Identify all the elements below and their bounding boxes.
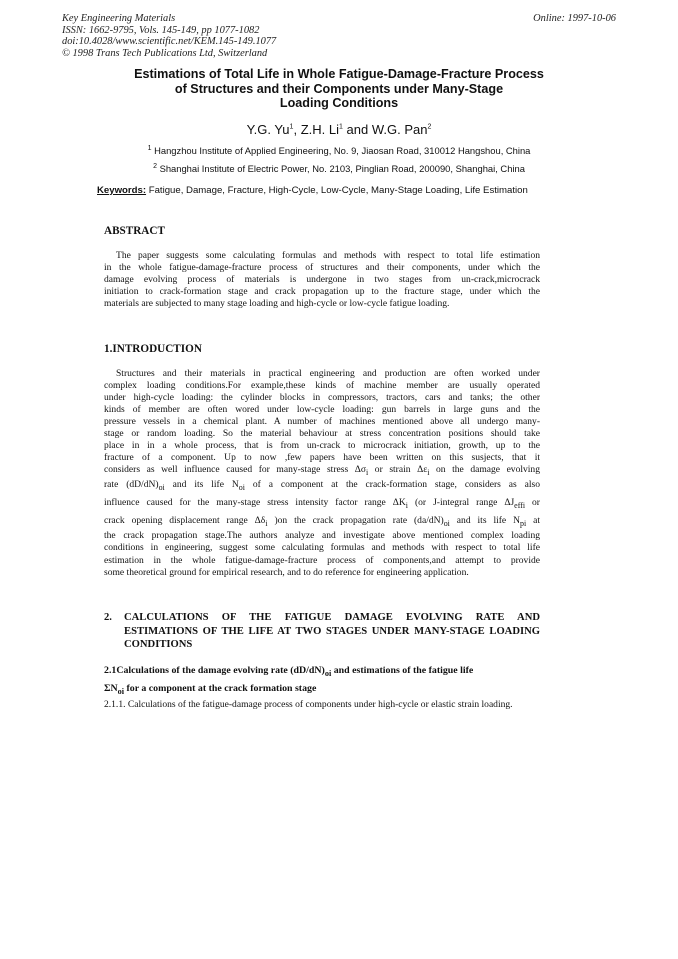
abstract-heading: ABSTRACT	[104, 225, 165, 237]
text-line: Structures and their materials in practical engineering and production are often worked under	[116, 368, 540, 379]
text-line: The paper suggests some calculating formulas and methods with respect to total life estimation	[116, 250, 540, 261]
text-run: at	[526, 515, 540, 527]
journal-header	[62, 13, 276, 59]
text-line	[104, 494, 540, 512]
text-line: conditions in engineering, suggest some calculating formulas and methods with respect to total life	[104, 542, 540, 554]
subscript: oi	[443, 519, 450, 529]
text-line: under high-cycle loading: the cylinder blocks in compressors, tractors, cars and tanks; the other	[104, 392, 540, 404]
copyright-line: © 1998 Trans Tech Publications Ltd, Switzerland	[62, 47, 268, 59]
text-run: for a component at the crack formation stage	[124, 682, 317, 694]
text-line: in the whole fatigue-damage-fracture process of structures and their components, under which the	[104, 262, 540, 274]
author-mark: 1	[338, 123, 343, 131]
text-line	[104, 512, 540, 530]
affiliation	[60, 145, 618, 156]
text-line: materials are subjected to many stage loading and high-cycle or low-cycle fatigue loading.	[104, 298, 450, 310]
text-line: stage or random loading. So the material behaviour at stress concentration positions should take	[104, 428, 540, 440]
author-separator: ,	[293, 122, 301, 137]
online-date: Online: 1997-10-06	[533, 13, 616, 24]
affiliation	[60, 163, 618, 174]
keywords-label: Keywords:	[97, 185, 147, 196]
keywords	[97, 185, 544, 197]
text-run: and its life N	[164, 479, 239, 491]
text-run: and its life N	[449, 515, 520, 527]
subscript: i	[405, 501, 408, 511]
text-run: (or J-integral range ΔJ	[407, 497, 515, 509]
text-run: considers as well influence caused for many-stage stress Δσ	[104, 464, 367, 476]
author-name: Y.G. Yu	[246, 122, 290, 137]
subscript: oi	[324, 668, 332, 678]
text-run: or strain Δε	[368, 464, 428, 476]
text-run: of a component at the crack-formation stage, considers as also	[244, 479, 541, 491]
text-line: damage evolving process of materials is undergone in two stages from un-crack,microcrack	[104, 274, 540, 286]
title-line: Estimations of Total Life in Whole Fatigue-Damage-Fracture Process	[134, 67, 544, 81]
text-line: the crack propagation stage.The authors analyze and investigate above mentioned complex loading	[104, 530, 540, 542]
text-run: rate (dD/dN)	[104, 479, 159, 491]
author-name: Z.H. Li	[300, 122, 339, 137]
affiliation-mark: 2	[153, 162, 157, 170]
text-run: on the damage evolving	[429, 464, 540, 476]
journal-name: Key Engineering Materials	[62, 13, 176, 24]
title-line: of Structures and their Components under Many-Stage	[174, 81, 504, 96]
title-line: Loading Conditions	[279, 96, 399, 111]
text-line: pressure vessels in a chemical plant. A number of machines mentioned above all undergo many-	[104, 416, 540, 428]
author-mark: 1	[289, 123, 294, 131]
text-run: influence caused for the many-stage stress intensity factor range ΔK	[104, 497, 406, 509]
subscript: effi	[514, 501, 526, 511]
subscript: oi	[158, 483, 165, 493]
subscript: oi	[238, 483, 245, 493]
abstract-paragraph	[104, 250, 540, 310]
text-line: kinds of member are often wored under low-cycle loading: gun barrels in large guns and the	[104, 404, 540, 416]
subsection-2-1-1-paragraph: 2.1.1. Calculations of the fatigue-damage process of components under high-cycle or elastic strain loading.	[104, 699, 513, 710]
text-line: fracture of a component. Up to now ,few papers have been written on this susjects, that it	[104, 452, 540, 464]
text-line	[104, 464, 540, 476]
paper-title	[80, 67, 598, 111]
author-mark: 2	[427, 123, 432, 131]
section-title: CALCULATIONS OF THE FATIGUE DAMAGE EVOLVING RATE AND ESTIMATIONS OF THE LIFE AT TWO STAGES UNDER MANY-STAGE LOADING CONDITIONS	[124, 612, 540, 650]
text-run: crack opening displacement range Δδ	[104, 515, 266, 527]
text-line: some theoretical ground for empirical research, and to do reference for engineering application.	[104, 566, 469, 578]
subscript: oi	[117, 686, 125, 696]
introduction-heading: 1.INTRODUCTION	[104, 343, 202, 355]
text-line: initiation to crack-formation stage and crack propagation up to the fracture stage, under which the	[104, 286, 540, 298]
keywords-text: Fatigue, Damage, Fracture, High-Cycle, Low-Cycle, Many-Stage Loading, Life Estimation	[146, 185, 528, 196]
heading-line	[104, 681, 540, 699]
author-list	[80, 122, 598, 137]
text-line	[104, 476, 540, 494]
author-separator: and	[342, 122, 372, 137]
affiliation-text: Shanghai Institute of Electric Power, No. 2103, Pinglian Road, 200090, Shanghai, China	[156, 163, 525, 174]
section-2-heading	[104, 611, 540, 652]
text-line: place in in a whole process, that is from un-crack to microcrack initiation, growth, up to the	[104, 440, 540, 452]
author-name: W.G. Pan	[371, 122, 428, 137]
subscript: i	[427, 468, 430, 478]
subsection-2-1-heading	[104, 663, 540, 699]
affiliation-mark: 1	[147, 144, 152, 152]
section-number: 2.	[104, 612, 112, 623]
introduction-paragraph	[104, 368, 540, 579]
text-line: estimation in the whole fatigue-damage-fracture process of components,and attempt to provide	[104, 554, 540, 566]
heading-line	[104, 663, 540, 681]
subscript: i	[366, 468, 369, 478]
subscript: pi	[520, 519, 527, 529]
subscript: i	[265, 519, 268, 529]
text-run: )on the crack propagation rate (da/dN)	[267, 515, 444, 527]
doi-link[interactable]: doi:10.4028/www.scientific.net/KEM.145-149.1077	[62, 36, 277, 48]
issn-line: ISSN: 1662-9795, Vols. 145-149, pp 1077-1082	[62, 24, 260, 36]
text-run: 2.1Calculations of the damage evolving rate (dD/dN)	[104, 665, 325, 676]
affiliation-text: Hangzhou Institute of Applied Engineering, No. 9, Jiaosan Road, 310012 Hangshou, China	[151, 145, 531, 156]
text-run: or	[525, 497, 540, 509]
text-run: and estimations of the fatigue life	[331, 665, 474, 676]
text-run: ΣN	[104, 682, 118, 694]
text-line: complex loading conditions.For example,these kinds of machine member are usually operated	[104, 380, 540, 392]
